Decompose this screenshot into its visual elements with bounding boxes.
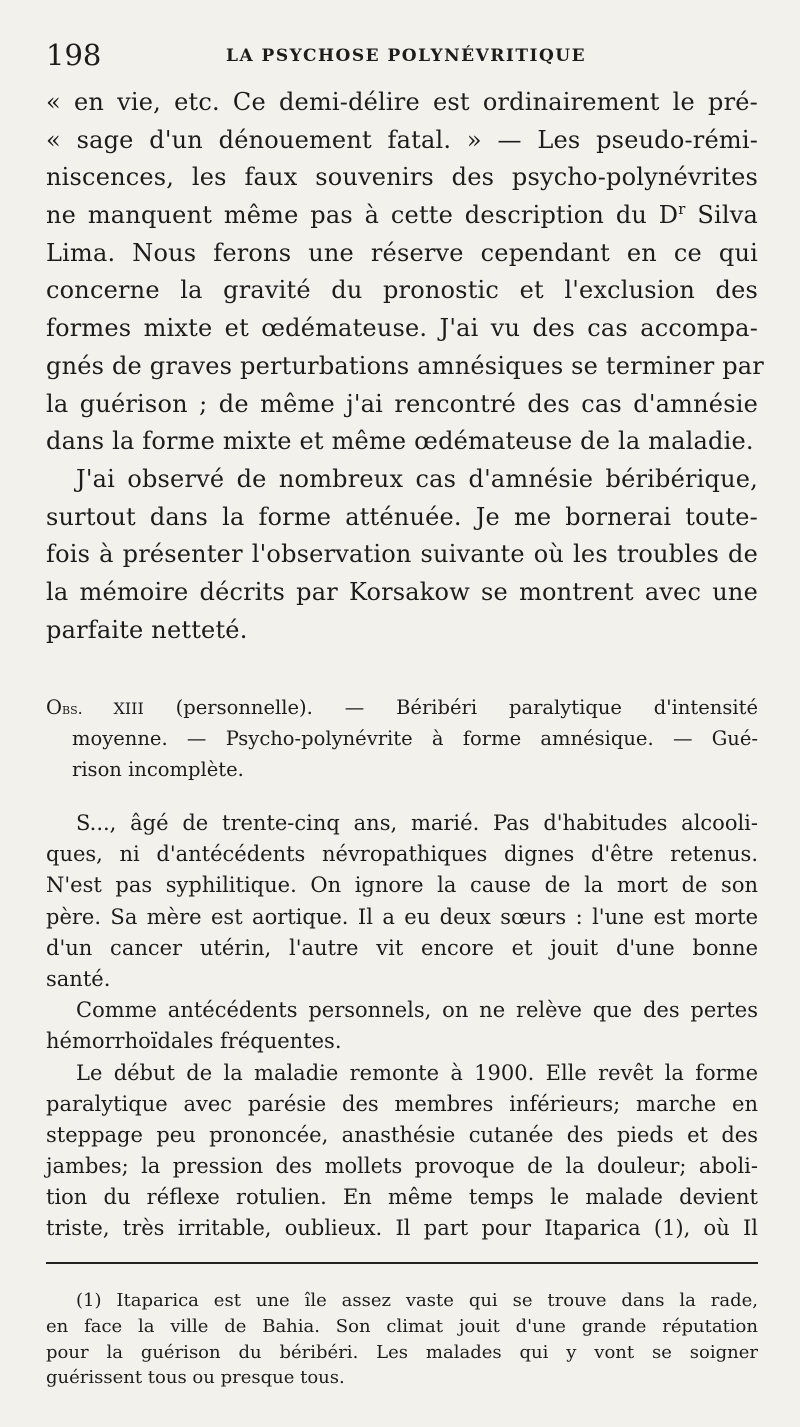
text-line: Comme antécédents personnels, on ne relève que des pertes <box>76 998 758 1023</box>
text-line: la mémoire décrits par Korsakow se montrent avec une <box>46 577 758 606</box>
text-line: J'ai observé de nombreux cas d'amnésie béribérique, <box>76 464 758 493</box>
page-number: 198 <box>46 38 102 72</box>
text-line-part: ne manquent même pas à cette description du D <box>46 201 679 230</box>
text-line: (1) Itaparica est une île assez vaste qui se trouve dans la rade, <box>76 1290 758 1311</box>
text-line: triste, très irritable, oublieux. Il part pour Itaparica (1), où Il <box>46 1216 758 1241</box>
text-line: formes mixte et œdémateuse. J'ai vu des cas accompa- <box>46 314 758 343</box>
case-description <box>46 808 758 1245</box>
text-line: moyenne. — Psycho-polynévrite à forme amnésique. — Gué- <box>72 727 758 750</box>
text-line: N'est pas syphilitique. On ignore la cause de la mort de son <box>46 873 758 898</box>
main-text <box>46 84 764 649</box>
text-line: S..., âgé de trente-cinq ans, marié. Pas d'habitudes alcooli- <box>76 811 758 835</box>
text-line: ques, ni d'antécédents névropathiques dignes d'être retenus. <box>46 842 758 867</box>
text-line: la guérison ; de même j'ai rencontré des cas d'amnésie <box>46 389 758 418</box>
text-line: en face la ville de Bahia. Son climat jouit d'une grande réputation <box>46 1315 758 1337</box>
text-line: paralytique avec parésie des membres inférieurs; marche en <box>46 1091 758 1116</box>
text-line: parfaite netteté. <box>46 615 248 644</box>
superscript: r <box>678 200 686 219</box>
text-line-part: Silva <box>685 201 758 230</box>
text-line: Lima. Nous ferons une réserve cependant en ce qui <box>46 238 758 267</box>
page-header <box>46 32 754 72</box>
text-line: gnés de graves perturbations amnésiques se terminer par <box>46 351 764 380</box>
text-line: surtout dans la forme atténuée. Je me bornerai toute- <box>46 502 758 531</box>
text-line: « en vie, etc. Ce demi-délire est ordinairement le pré- <box>46 88 758 116</box>
running-title: LA PSYCHOSE POLYNÉVRITIQUE <box>226 46 587 66</box>
text-line: Le début de la maladie remonte à 1900. Elle revêt la forme <box>76 1060 758 1085</box>
text-line: d'un cancer utérin, l'autre vit encore et jouit d'une bonne <box>46 935 758 960</box>
text-line: steppage peu prononcée, anasthésie cutanée des pieds et des <box>46 1122 758 1147</box>
observation-label-initial: O <box>46 696 62 719</box>
text-line: niscences, les faux souvenirs des psycho-polynévrites <box>46 163 758 192</box>
text-line: concerne la gravité du pronostic et l'exclusion des <box>46 276 758 305</box>
text-line: pour la guérison du béribéri. Les malades qui y vont se soigner <box>46 1341 758 1363</box>
text-line: fois à présenter l'observation suivante où les troubles de <box>46 540 758 569</box>
text-line: père. Sa mère est aortique. Il a eu deux sœurs : l'une est morte <box>46 904 758 929</box>
text-line <box>46 692 758 723</box>
text-line: jambes; la pression des mollets provoque de la douleur; aboli- <box>46 1154 758 1179</box>
text-line: guérissent tous ou presque tous. <box>46 1367 345 1389</box>
text-line: dans la forme mixte et même œdémateuse de la maladie. <box>46 427 754 456</box>
text-line: « sage d'un dénouement fatal. » — Les pseudo-rémi- <box>46 125 758 154</box>
observation-label <box>46 696 144 719</box>
text-line: hémorrhoïdales fréquentes. <box>46 1029 342 1054</box>
text-line <box>46 197 758 235</box>
text-line: tion du réflexe rotulien. En même temps le malade devient <box>46 1185 758 1210</box>
text-line: rison incomplète. <box>72 758 244 781</box>
footnote-separator <box>46 1262 758 1264</box>
observation-label-rest: bs. XIII <box>62 699 144 718</box>
text-line: santé. <box>46 966 111 991</box>
observation-heading <box>46 692 758 785</box>
footnote <box>46 1288 758 1391</box>
text-line-part: (personnelle). — Béribéri paralytique d'intensité <box>143 696 758 719</box>
